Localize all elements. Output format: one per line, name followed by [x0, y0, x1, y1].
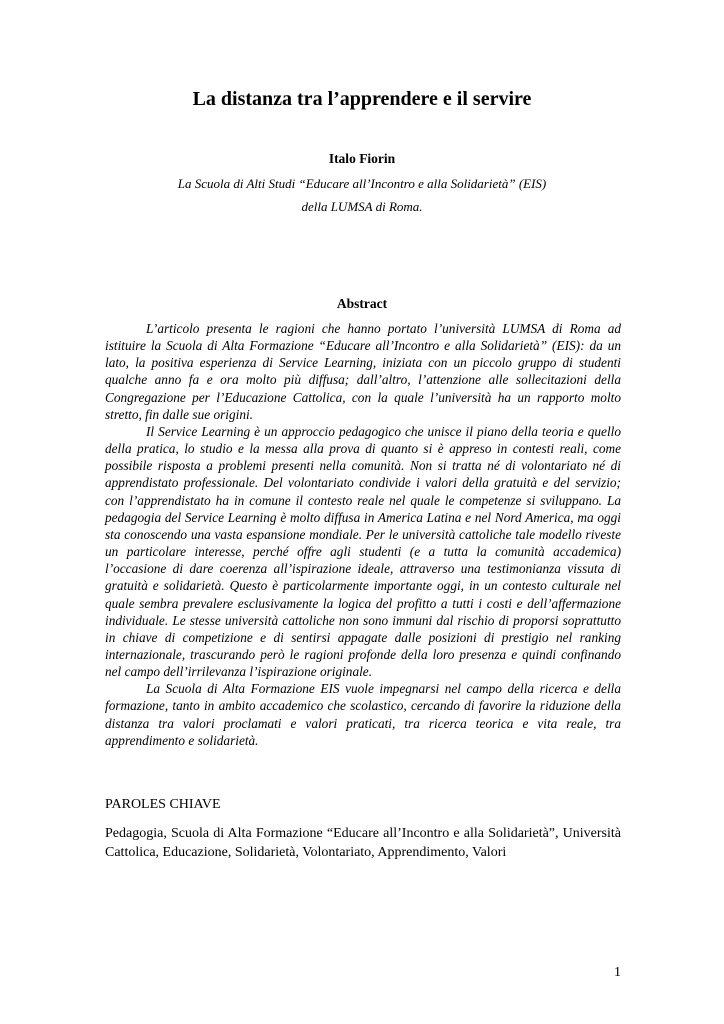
abstract-paragraph: L’articolo presenta le ragioni che hanno portato l’università LUMSA di Roma ad istituire la Scuola di Alta Formazione “Educare all’Incontro e alla Solidarietà” (EIS): da un lato, la positiva esperienza di Service Learning, iniziata con un piccolo gruppo di studenti qualche anno fa e ora molto più diffusa; dall’altro, l’attenzione alle sollecitazioni della Congregazione per l’Educazione Cattolica, con la quale l’università ha un rapporto molto stretto, fin dalle sue origini. — [105, 321, 621, 422]
author-affiliation: La Scuola di Alti Studi “Educare all’Incontro e alla Solidarietà” (EIS) — [177, 176, 547, 191]
page-number: 1 — [614, 965, 621, 980]
author-affiliation-continued: della LUMSA di Roma. — [301, 199, 423, 214]
abstract-heading: Abstract — [336, 296, 388, 311]
keywords-heading: PAROLES CHIAVE — [105, 797, 221, 812]
author-name: Italo Fiorin — [328, 151, 396, 166]
abstract-paragraph: Il Service Learning è un approccio pedagogico che unisce il piano della teoria e quello della pratica, lo studio e la messa alla prova di quanto si è appreso in contesti reali, come possibile risposta a problemi presenti nella comunità. Non si tratta né di volontariato né di apprendistato professionale. Del volontariato condivide i valori della gratuità e del servizio; con l’apprendistato ha in comune il contesto reale nel quale le competenze si sviluppano. La pedagogia del Service Learning è molto diffusa in America Latina e nel Nord America, ma oggi sta conoscendo una vasta espansione mondiale. Per le università cattoliche tale modello riveste un particolare interesse, perché offre agli studenti (e a tutta la comunità accademica) l’occasione di dare coerenza all’ispirazione ideale, attraverso una testimonianza vissuta di gratuità e solidarietà. Questo è particolarmente importante oggi, in un contesto culturale nel quale sembra prevalere esclusivamente la logica del profitto a tutti i costi e dell’affermazione individuale. Le stesse università cattoliche non sono immuni dal rischio di proporsi soprattutto in chiave di competizione e di sentirsi appagate dalle posizioni di prestigio nel ranking internazionale, trascurando però le ragioni profonde della loro presenza e quindi confinando nel campo dell’irrilevanza l’ispirazione originale. — [105, 423, 621, 680]
abstract-paragraph: La Scuola di Alta Formazione EIS vuole impegnarsi nel campo della ricerca e della formazione, tanto in ambito accademico che scolastico, cercando di favorire la riduzione della distanza tra valori proclamati e valori praticati, tra ricerca teorica e vita reale, tra apprendimento e solidarietà. — [105, 681, 621, 748]
abstract-body — [105, 320, 621, 749]
paper-title: La distanza tra l’apprendere e il servire — [192, 88, 532, 110]
keywords-list: Pedagogia, Scuola di Alta Formazione “Educare all’Incontro e alla Solidarietà”, Università Cattolica, Educazione, Solidarietà, Volontariato, Apprendimento, Valori — [105, 826, 621, 860]
